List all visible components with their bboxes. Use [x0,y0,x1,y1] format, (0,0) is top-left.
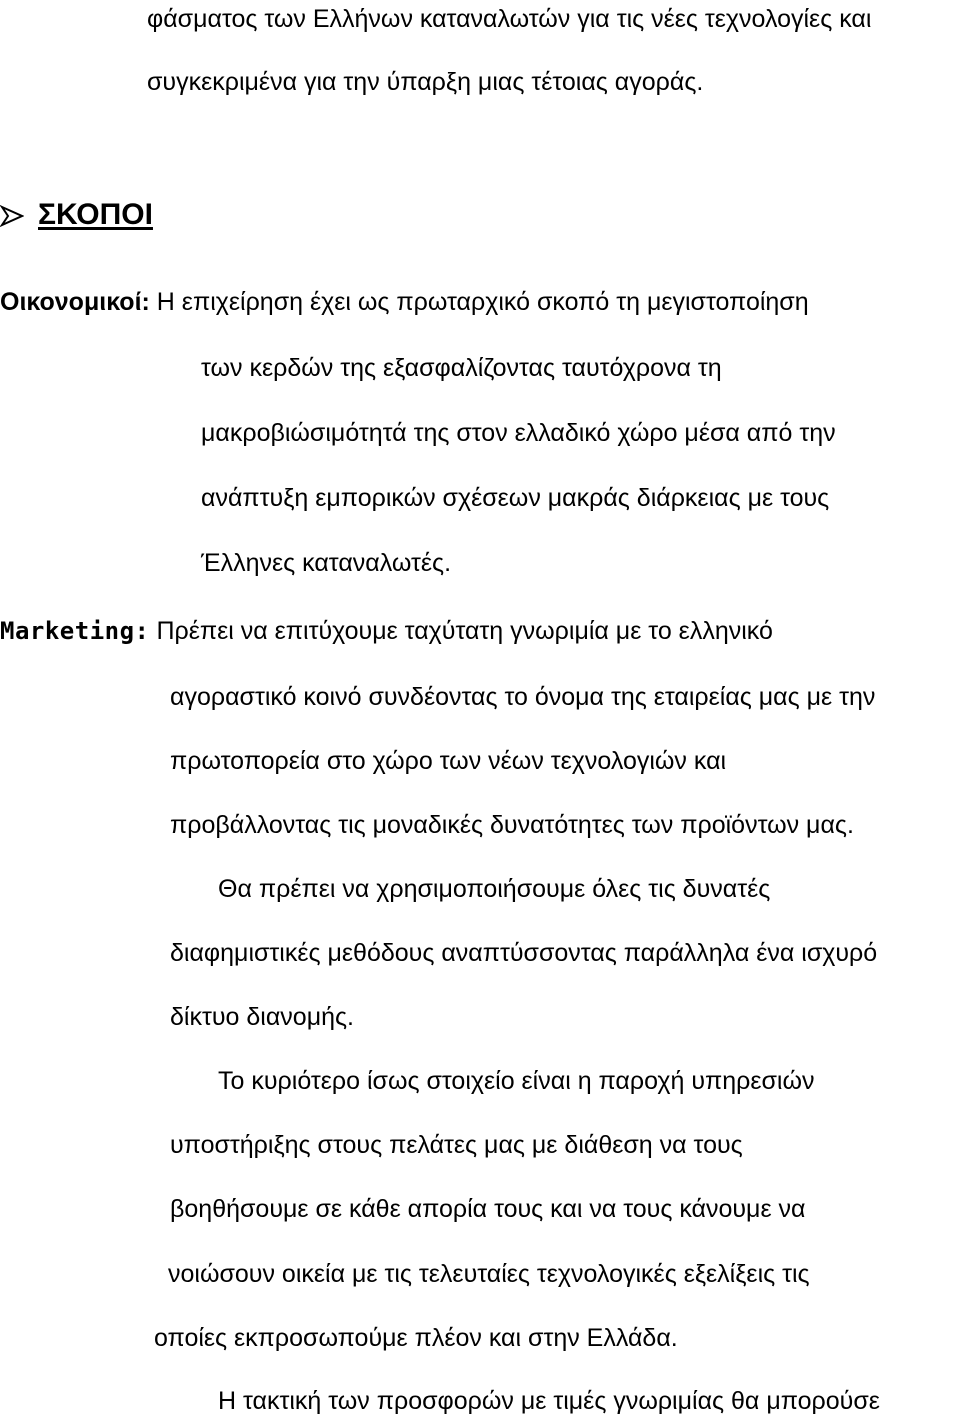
economic-line-4: ανάπτυξη εμπορικών σχέσεων μακράς διάρκειας με τους [201,484,830,512]
economic-line-3: μακροβιώσιμότητά της στον ελλαδικό χώρο μέσα από την [201,419,836,447]
economic-label: Οικονομικοί: [0,288,150,316]
marketing-line-6: διαφημιστικές μεθόδους αναπτύσσοντας παράλληλα ένα ισχυρό [170,939,878,967]
marketing-line-8: Το κυριότερο ίσως στοιχείο είναι η παροχή υπηρεσιών [218,1067,815,1095]
marketing-line-9: υποστήριξης στους πελάτες μας με διάθεση να τους [170,1131,743,1159]
marketing-line-5: Θα πρέπει να χρησιμοποιήσουμε όλες τις δυνατές [218,875,771,903]
economic-line-1 [0,287,809,317]
intro-line-2: συγκεκριμένα για την ύπαρξη μιας τέτοιας αγοράς. [147,68,704,96]
marketing-label: Marketing: [0,617,150,645]
marketing-line-2: αγοραστικό κοινό συνδέοντας το όνομα της εταιρείας μας με την [170,683,876,711]
marketing-text-1: Πρέπει να επιτύχουμε ταχύτατη γνωριμία με το ελληνικό [156,617,773,645]
marketing-line-10: βοηθήσουμε σε κάθε απορία τους και να τους κάνουμε να [170,1195,806,1223]
marketing-line-3: πρωτοπορεία στο χώρο των νέων τεχνολογιών και [170,747,727,775]
marketing-line-1 [0,616,773,646]
economic-text-1: Η επιχείρηση έχει ως πρωταρχικό σκοπό τη μεγιστοποίηση [156,288,809,316]
economic-line-5: Έλληνες καταναλωτές. [201,549,452,577]
section-title: ΣΚΟΠΟΙ [38,198,153,231]
marketing-line-12: οποίες εκπροσωπούμε πλέον και στην Ελλάδα. [154,1324,678,1352]
intro-line-1: φάσματος των Ελλήνων καταναλωτών για τις νέες τεχνολογίες και [147,5,872,33]
marketing-line-4: προβάλλοντας τις μοναδικές δυνατότητες των προϊόντων μας. [170,811,854,839]
arrowhead-bullet-icon [0,205,24,232]
economic-line-2: των κερδών της εξασφαλίζοντας ταυτόχρονα τη [201,354,722,382]
marketing-line-11: νοιώσουν οικεία με τις τελευταίες τεχνολογικές εξελίξεις τις [168,1260,810,1288]
marketing-line-7: δίκτυο διανομής. [170,1003,354,1031]
marketing-line-13: Η τακτική των προσφορών με τιμές γνωριμίας θα μπορούσε [218,1387,880,1415]
